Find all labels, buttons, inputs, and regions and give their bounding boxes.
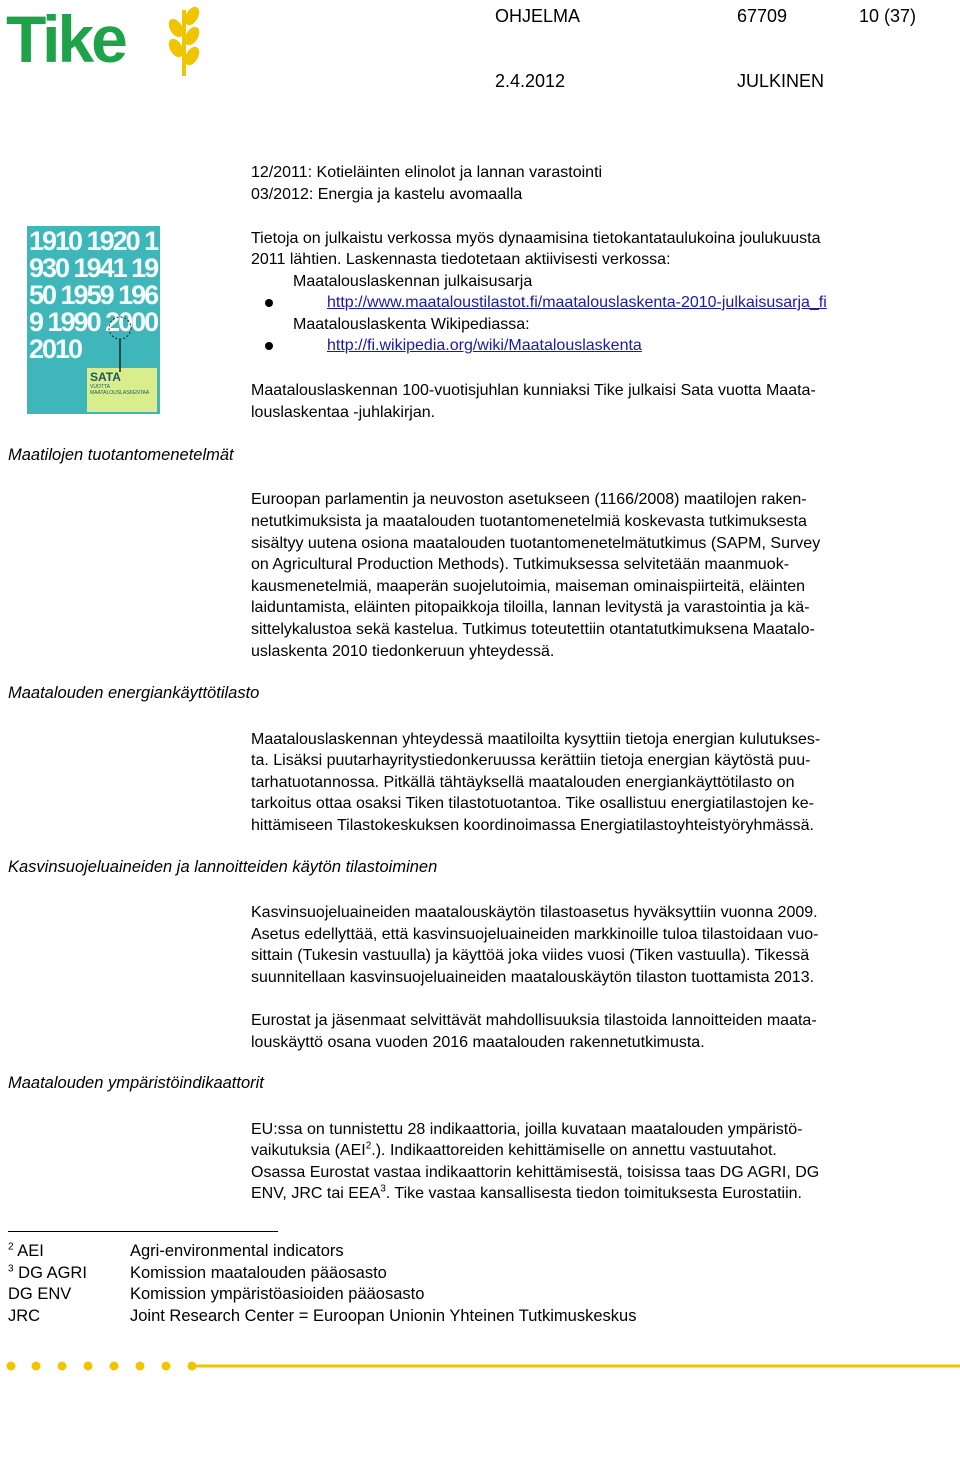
cover-badge-subtitle: VUOTTA MAATALOUSLASKENTAA [90, 384, 150, 396]
text-line: on Agricultural Production Methods). Tutkimuksessa selvitetään maanmuok- [251, 556, 790, 573]
footnote-ref: 2 [365, 1140, 372, 1152]
footnote-description: Joint Research Center = Euroopan Unionin Yhteinen Tutkimuskeskus [130, 1307, 637, 1325]
footer-dot-line [0, 1358, 960, 1372]
online-text-line: Tietoja on julkaistu verkossa myös dynaamisina tietokantataulukoina joulukuusta [251, 230, 821, 247]
text-line: sittelykalustoa sekä kastelua. Tutkimus toteutettiin otantatutkimuksena Maatalo- [251, 621, 815, 638]
footnote-description: Agri-environmental indicators [130, 1242, 344, 1260]
text-line: Eurostat ja jäsenmaat selvittävät mahdollisuuksia tilastoida lannoitteiden maata- [251, 1012, 817, 1029]
bullet-icon [265, 342, 273, 350]
book-cover-image [27, 226, 160, 414]
dandelion-icon [105, 314, 135, 374]
text-line: Osassa Eurostat vastaa indikaattorin kehittämisestä, toisissa taas DG AGRI, DG [251, 1164, 820, 1181]
footnote-number: 2 [8, 1241, 14, 1253]
text-line: vaikutuksia (AEI$^2$.). Indikaattoreiden kehittämiselle on annettu vastuutahot. [251, 1140, 777, 1159]
wikipedia-link[interactable]: http://fi.wikipedia.org/wiki/Maatalouslaskenta [327, 337, 642, 354]
text-line: EU:ssa on tunnistettu 28 indikaattoria, joilla kuvataan maatalouden ympäristö- [251, 1121, 803, 1138]
footnote-abbr: DG AGRI [18, 1264, 87, 1282]
header-page: 10 (37) [859, 6, 917, 26]
anniversary-text: Maatalouslaskennan 100-vuotisjuhlan kunniaksi Tike julkaisi Sata vuotta Maata- [251, 382, 816, 399]
wikipedia-label: Maatalouslaskenta Wikipediassa: [293, 316, 530, 333]
bullet-icon [265, 299, 273, 307]
header-program: OHJELMA [495, 6, 581, 26]
report-list-item: 03/2012: Energia ja kastelu avomaalla [251, 186, 523, 203]
text-line: tarhatuotannossa. Pitkällä tähtäyksellä maatalouden energiankäyttötilasto on [251, 774, 795, 791]
tike-logo [6, 0, 206, 80]
footnote-description: Komission maatalouden pääosasto [130, 1264, 387, 1282]
header-date: 2.4.2012 [495, 71, 566, 91]
footnote-divider [8, 1231, 278, 1232]
text-line: laiduntamista, eläinten pitopaikkoja tiloilla, lannan levitystä ja varastointia ja kä- [251, 599, 810, 616]
dot-line-icon [0, 1359, 960, 1373]
cover-badge-title: SATA [90, 370, 121, 384]
footnote-abbr: DG ENV [8, 1285, 72, 1303]
text-line: hittämiseen Tilastokeskuksen koordinoimassa Energiatilastoyhteistyöryhmässä. [251, 817, 814, 834]
text-line: tarkoitus ottaa osaksi Tiken tilastotuotantoa. Tike osallistuu energiatilastojen ke- [251, 795, 814, 812]
footnote-description: Komission ympäristöasioiden pääosasto [130, 1285, 425, 1303]
logo-text: Tike [6, 2, 125, 76]
cover-numbers: 1910 1920 1930 1941 1950 1959 1969 1990 2000 2010 [29, 226, 158, 364]
report-list-item: 12/2011: Kotieläinten elinolot ja lannan varastointi [251, 164, 603, 181]
text-line: Euroopan parlamentin ja neuvoston asetukseen (1166/2008) maatilojen raken- [251, 491, 807, 508]
header-classification: JULKINEN [737, 71, 825, 91]
section-heading-energy: Maatalouden energiankäyttötilasto [8, 684, 260, 702]
footnote-number: 3 [8, 1263, 14, 1275]
section-heading-pesticides: Kasvinsuojeluaineiden ja lannoitteiden käytön tilastoiminen [8, 858, 438, 876]
online-text-line: 2011 lähtien. Laskennasta tiedotetaan aktiivisesti verkossa: [251, 251, 671, 268]
text-line: sittain (Tukesin vastuulla) ja käyttöä joka viides vuosi (Tiken vastuulla). Tikessä [251, 947, 810, 964]
text-line: kausmenetelmiä, maaperän suojelutoimia, maiseman ominaispiirteitä, eläinten [251, 578, 806, 595]
publication-series-label: Maatalouslaskennan julkaisusarja [293, 273, 533, 290]
text-line: Kasvinsuojeluaineiden maatalouskäytön tilastoasetus hyväksyttiin vuonna 2009. [251, 904, 818, 921]
text-line: Maatalouslaskennan yhteydessä maatiloilta kysyttiin tietoja energian kulutukses- [251, 731, 821, 748]
section-heading-production-methods: Maatilojen tuotantomenetelmät [8, 446, 234, 464]
footnote-abbr: JRC [8, 1307, 41, 1325]
publication-series-link[interactable]: http://www.maataloustilastot.fi/maatalouslaskenta-2010-julkaisusarja_fi [327, 294, 827, 311]
text-line: ENV, JRC tai EEA$^3$. Tike vastaa kansallisesta tiedon toimituksesta Eurostatiin. [251, 1183, 802, 1202]
text-line: louskäyttö osana vuoden 2016 maatalouden rakennetutkimusta. [251, 1034, 705, 1051]
text-line: suunnitellaan kasvinsuojeluaineiden maatalouskäytön tilaston tuottamista 2013. [251, 969, 815, 986]
cover-badge [87, 368, 157, 412]
anniversary-text: louslaskentaa -juhlakirjan. [251, 404, 436, 421]
text-line: sisältyy uutena osiona maatalouden tuotantomenetelmätutkimus (SAPM, Survey [251, 535, 821, 552]
footnote-ref: 3 [380, 1183, 386, 1195]
text-line: ta. Lisäksi puutarhayritystiedonkeruussa kerättiin tietoja energian käytöstä puu- [251, 752, 811, 769]
header-number: 67709 [737, 6, 788, 26]
text-line: Asetus edellyttää, että kasvinsuojeluaineiden markkinoille tuloa tilastoidaan vuo- [251, 926, 819, 943]
section-heading-indicators: Maatalouden ympäristöindikaattorit [8, 1074, 264, 1092]
wheat-icon [164, 2, 204, 78]
footnote-abbr: AEI [17, 1242, 44, 1260]
text-line: uslaskenta 2010 tiedonkeruun yhteydessä. [251, 643, 555, 660]
text-line: netutkimuksista ja maatalouden tuotantomenetelmiä koskevasta tutkimuksesta [251, 513, 807, 530]
